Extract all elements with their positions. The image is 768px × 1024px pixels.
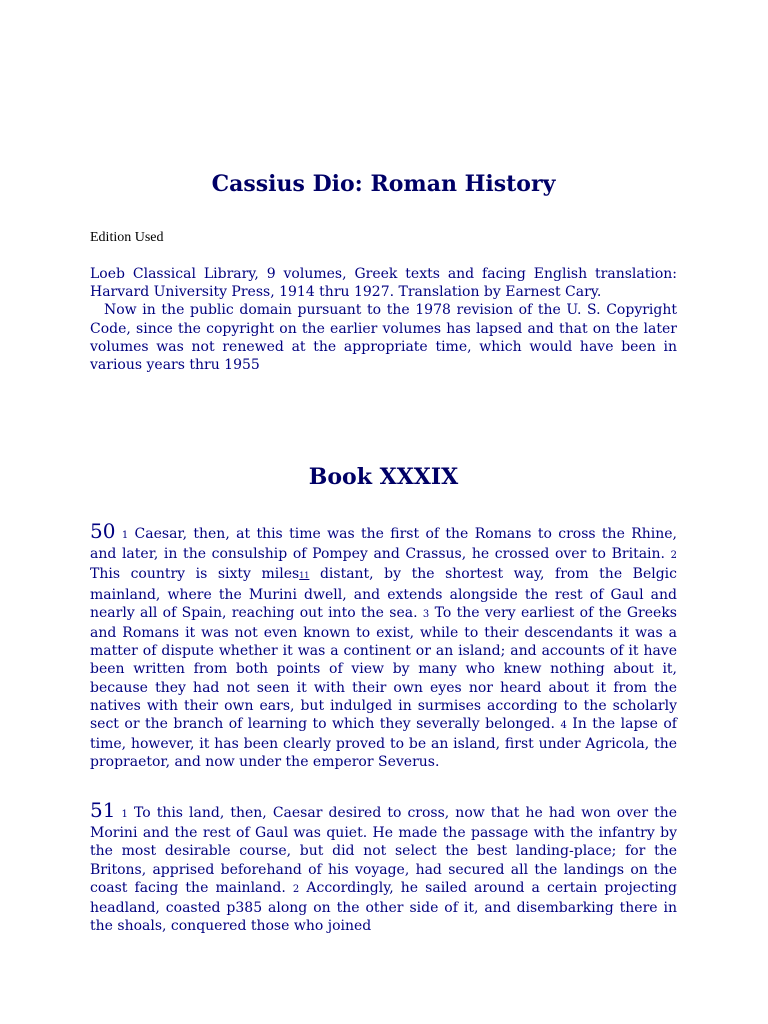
chapter-text: To this land, then, Caesar desired to cross, now that he had won over the Morini and the rest of Gaul was quiet. He made the passage with the infantry by the most desirable course, but did not select the best landing-place; for the Britons, apprised beforehand of his voyage, had secured all the landings on the coast facing the mainland. [90,805,677,896]
chapter-text: Accordingly, he sailed around a certain projecting headland, coasted p385 along on the other side of it, and disembarking there in the shoals, conquered those who joined [90,879,677,935]
chapter-text: This country is sixty miles [90,566,300,583]
book-title: Book XXXIX [308,464,459,490]
copyright-paragraph: Now in the public domain pursuant to the 1978 revision of the U. S. Copyright Code, since the copyright on the earlier volumes has lapsed and that on the later volumes was not renewed at the appropriate time, which would have been in various years thru 1955 [90,302,677,374]
section-number: 4 [560,720,567,732]
chapter-number: 51 [90,798,116,822]
chapter-text: distant, by the shortest way, from the Belgic mainland, where the Murini dwell, and extends alongside the rest of Gaul and nearly all of Spain, reaching out into the sea. [90,566,677,621]
chapter-text: To the very earliest of the Greeks and Romans it was not even known to exist, while to their descendants it was a matter of dispute whether it was a continent or an island; and accounts of it have been written from both points of view by many who knew nothing about it, because they had not seen it with their own eyes nor heard about it from the natives with their own ears, but indulged in surmises according to the scholarly sect or the branch of learning to which they severally belonged. [90,604,677,733]
chapter-text: Caesar, then, at this time was the first of the Romans to cross the Rhine, and later, in the consulship of Pompey and Crassus, he crossed over to Britain. [90,526,677,563]
chapter-50 [90,519,677,772]
section-number: 3 [422,608,430,620]
page-title: Cassius Dio: Roman History [211,171,556,197]
section-number: 1 [121,530,129,541]
footnote-link[interactable]: 11 [299,571,310,581]
section-number: 1 [121,809,128,820]
section-number: 2 [292,883,300,895]
chapter-text: In the lapse of time, however, it has been clearly proved to be an island, first under Agricola, the propraetor, and now under the emperor Severus. [90,716,677,771]
chapter-51 [90,798,677,935]
edition-paragraph: Loeb Classical Library, 9 volumes, Greek texts and facing English translation: Harvard University Press, 1914 thru 1927. Translation by Earnest Cary. [90,266,677,301]
edition-info [90,265,677,374]
section-number: 2 [670,550,677,562]
chapter-number: 50 [90,519,116,543]
edition-label: Edition Used [90,230,164,245]
